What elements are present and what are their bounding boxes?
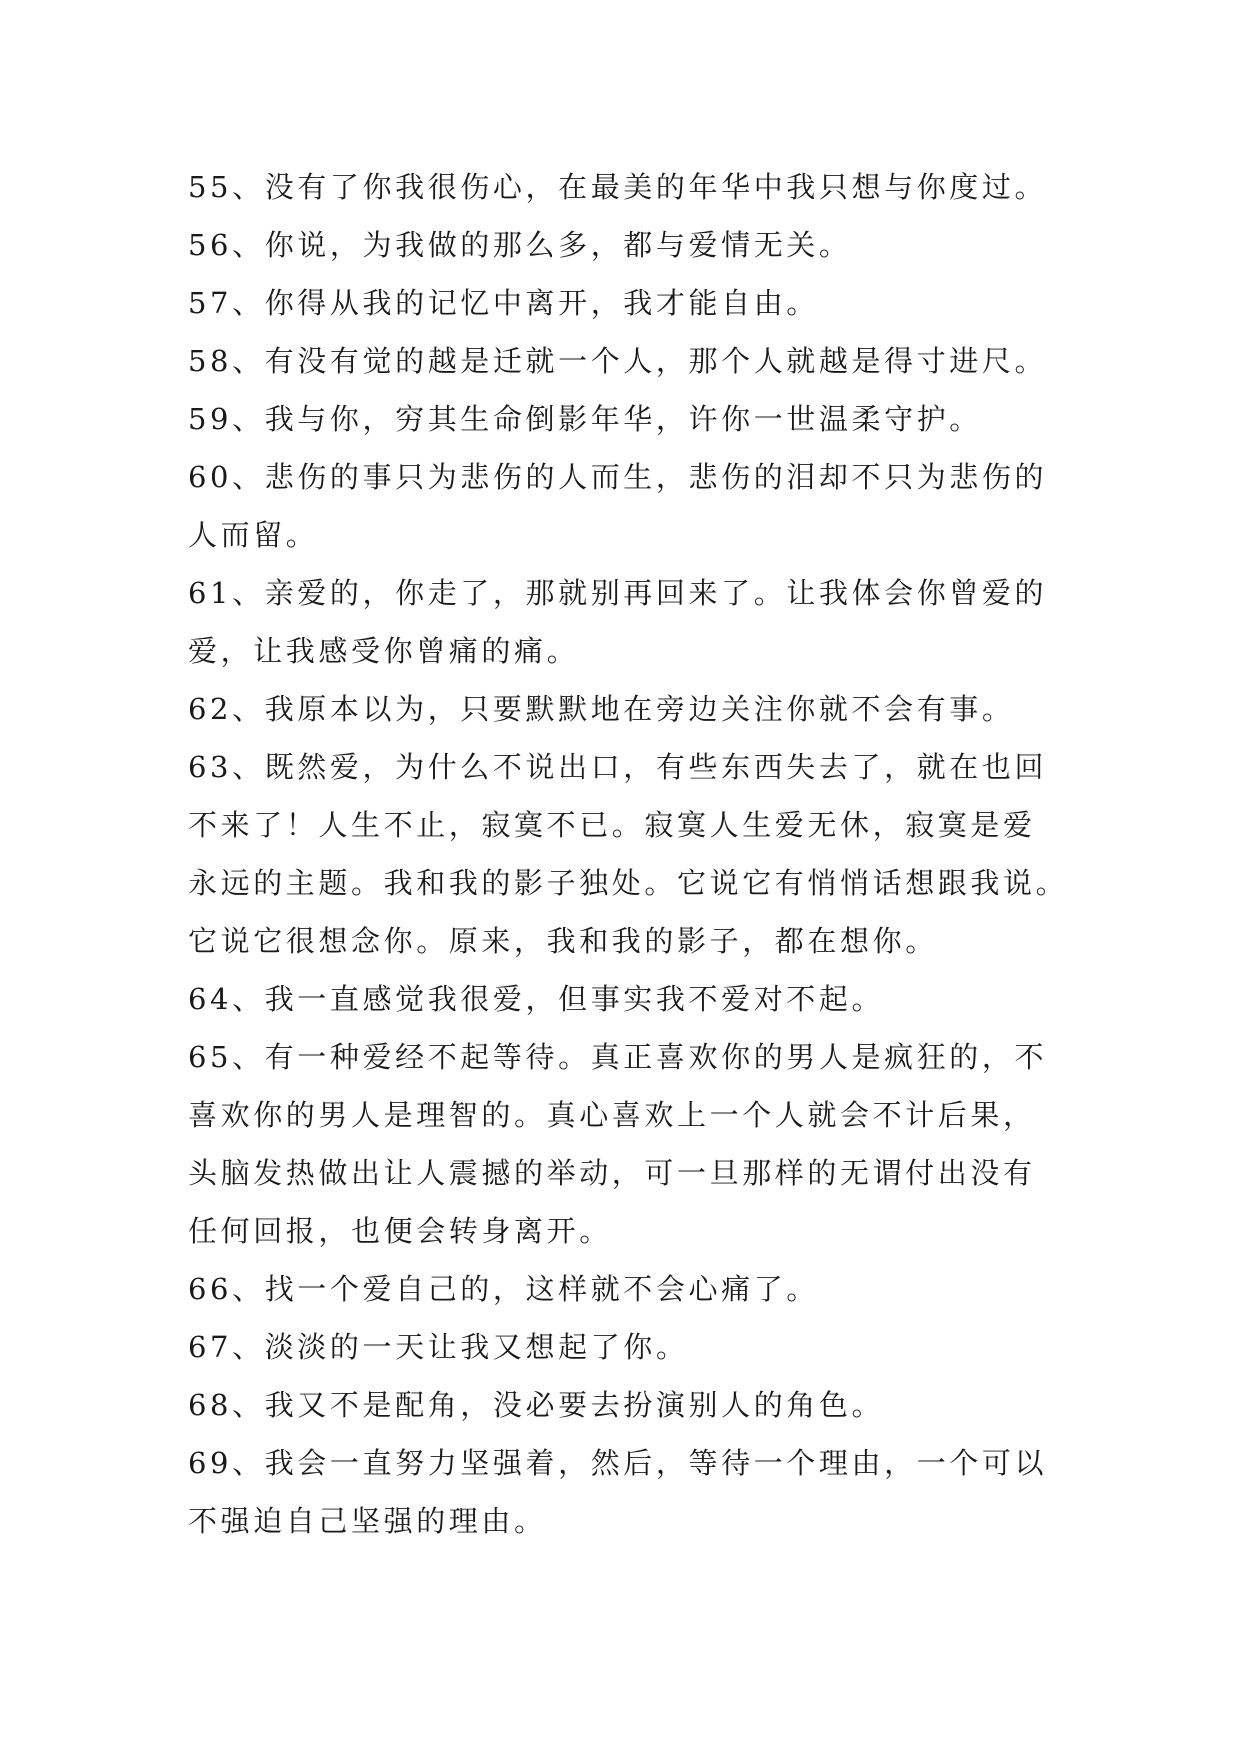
list-item: [188, 680, 1088, 738]
list-item: [188, 216, 1088, 274]
list-item: [188, 738, 1088, 970]
list-item: [188, 970, 1088, 1028]
text-line: 任何回报，也便会转身离开。: [188, 1214, 612, 1248]
text-line: 它说它很想念你。原来，我和我的影子，都在想你。: [188, 924, 938, 958]
text-line: 不强迫自己坚强的理由。: [188, 1504, 547, 1538]
text-line: 62、我原本以为，只要默默地在旁边关注你就不会有事。: [188, 692, 1015, 726]
text-line: 55、没有了你我很伤心，在最美的年华中我只想与你度过。: [188, 170, 1048, 204]
text-line: 不来了！人生不止，寂寞不已。寂寞人生爱无休，寂寞是爱: [188, 808, 1036, 842]
text-line: 57、你得从我的记忆中离开，我才能自由。: [188, 286, 819, 320]
list-item: [188, 1376, 1088, 1434]
text-line: 人而留。: [188, 518, 319, 552]
document-body: [188, 158, 1088, 1550]
text-line: 67、淡淡的一天让我又想起了你。: [188, 1330, 689, 1364]
text-line: 64、我一直感觉我很爱，但事实我不爱对不起。: [188, 982, 885, 1016]
list-item: [188, 1434, 1088, 1550]
text-line: 永远的主题。我和我的影子独处。它说它有悄悄话想跟我说。: [188, 866, 1069, 900]
list-item: [188, 332, 1088, 390]
text-line: 喜欢你的男人是理智的。真心喜欢上一个人就会不计后果，: [188, 1098, 1036, 1132]
list-item: [188, 274, 1088, 332]
text-line: 68、我又不是配角，没必要去扮演别人的角色。: [188, 1388, 885, 1422]
list-item: [188, 1260, 1088, 1318]
text-line: 61、亲爱的，你走了，那就别再回来了。让我体会你曾爱的: [188, 576, 1048, 610]
text-line: 66、找一个爱自己的，这样就不会心痛了。: [188, 1272, 819, 1306]
text-line: 69、我会一直努力坚强着，然后，等待一个理由，一个可以: [188, 1446, 1048, 1480]
list-item: [188, 1028, 1088, 1260]
text-line: 60、悲伤的事只为悲伤的人而生，悲伤的泪却不只为悲伤的: [188, 460, 1048, 494]
list-item: [188, 564, 1088, 680]
list-item: [188, 158, 1088, 216]
text-line: 58、有没有觉的越是迁就一个人，那个人就越是得寸进尺。: [188, 344, 1048, 378]
text-line: 59、我与你，穷其生命倒影年华，许你一世温柔守护。: [188, 402, 982, 436]
text-line: 65、有一种爱经不起等待。真正喜欢你的男人是疯狂的，不: [188, 1040, 1048, 1074]
list-item: [188, 1318, 1088, 1376]
list-item: [188, 390, 1088, 448]
text-line: 爱，让我感受你曾痛的痛。: [188, 634, 580, 668]
text-line: 63、既然爱，为什么不说出口，有些东西失去了，就在也回: [188, 750, 1048, 784]
list-item: [188, 448, 1088, 564]
text-line: 56、你说，为我做的那么多，都与爱情无关。: [188, 228, 852, 262]
text-line: 头脑发热做出让人震撼的举动，可一旦那样的无谓付出没有: [188, 1156, 1036, 1190]
